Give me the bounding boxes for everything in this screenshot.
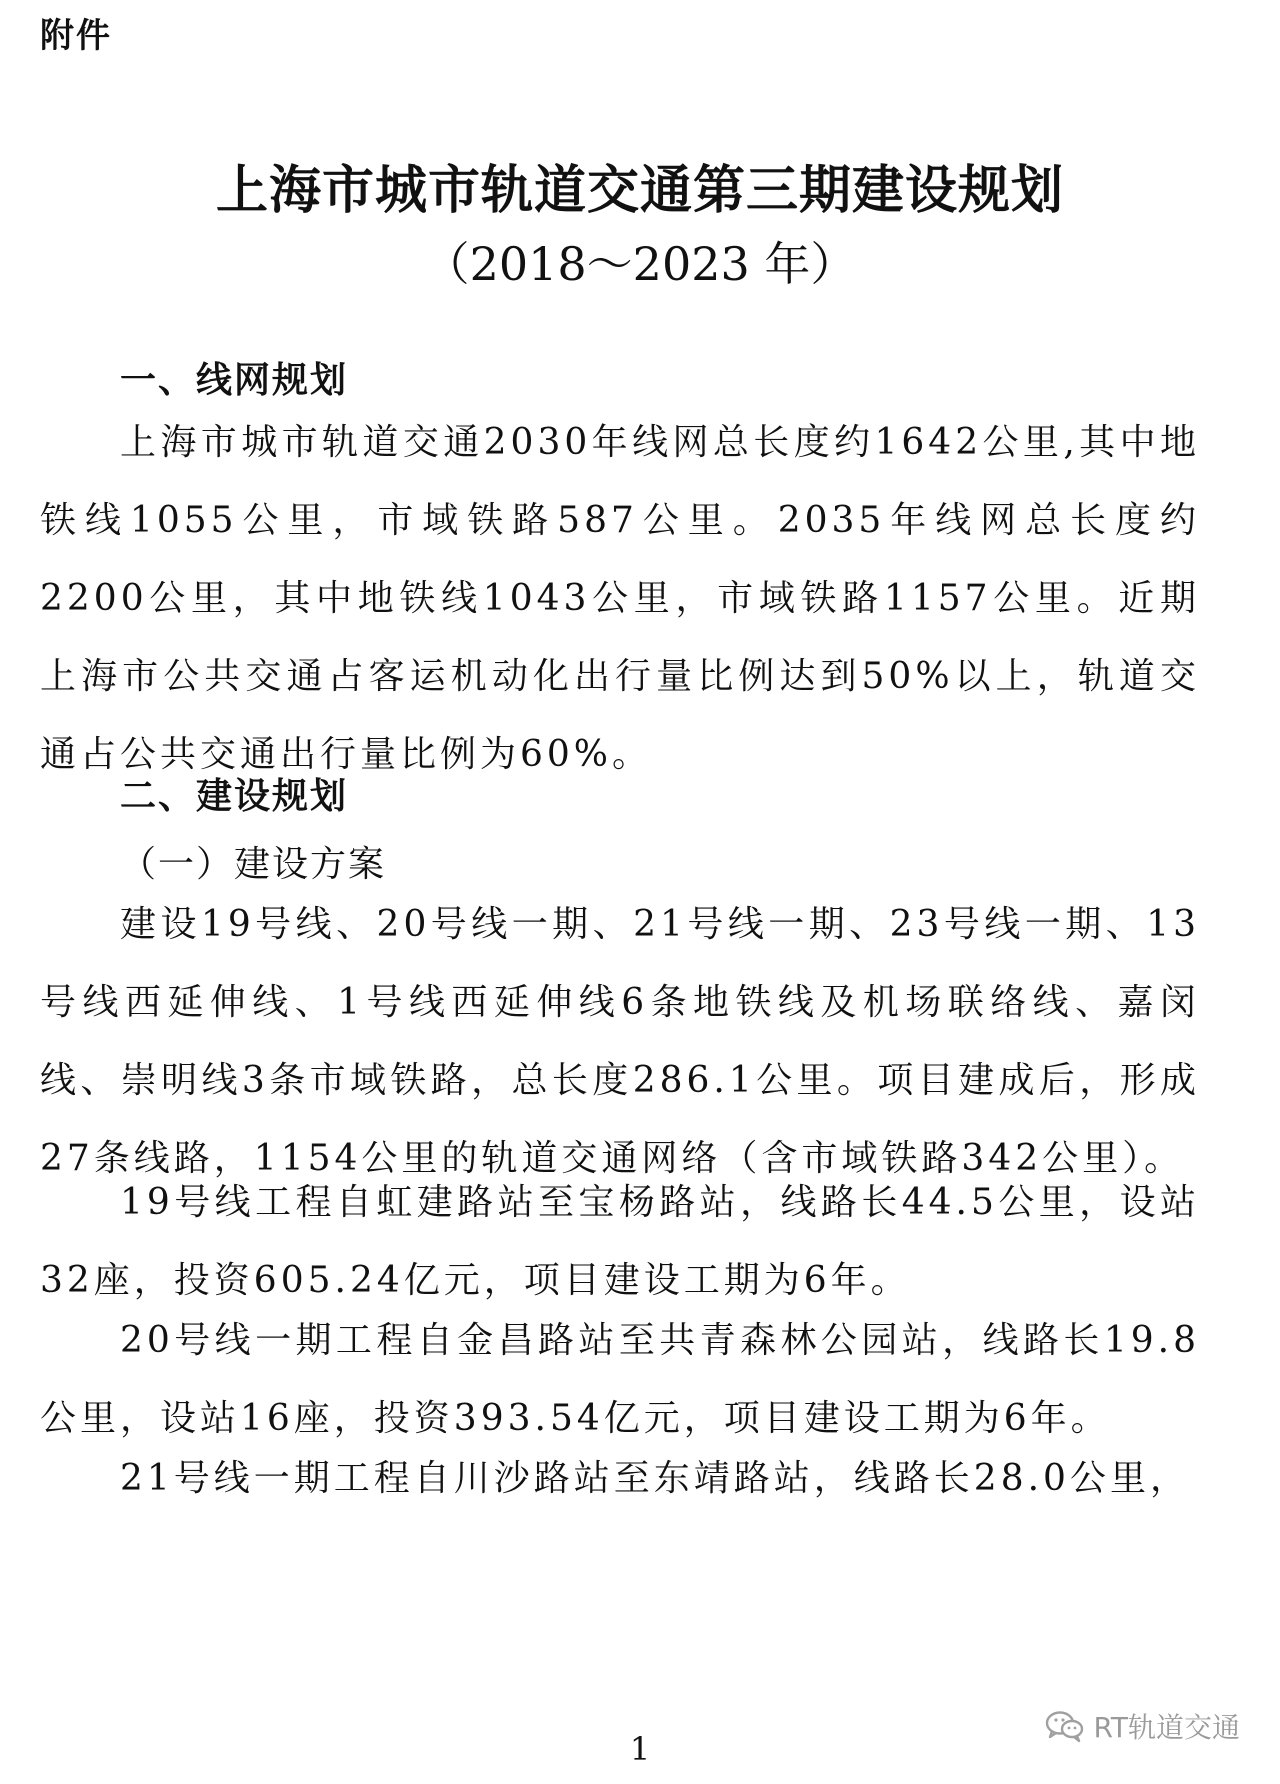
line21-paragraph: 21号线一期工程自川沙路站至东靖路站，线路长28.0公里， [120,1458,1190,1499]
document-subtitle: （2018～2023 年） [423,237,857,291]
line19-paragraph: 19号线工程自虹建路站至宝杨路站，线路长44.5公里，设站32座，投资605.24亿元，项目建设工期为6年。 [40,1182,1200,1301]
network-paragraph: 上海市城市轨道交通2030年线网总长度约1642公里,其中地铁线1055公里，市域铁路587公里。2035年线网总长度约2200公里，其中地铁线1043公里，市域铁路1157公里。近期上海市公共交通占客运机动化出行量比例达到50%以上，轨道交通占公共交通出行量比例为60%。 [40,422,1200,775]
wechat-icon [1045,1709,1085,1743]
attachment-label: 附件 [40,16,112,56]
page-number: 1 [629,1730,651,1768]
document-title: 上海市城市轨道交通第三期建设规划 [215,160,1064,221]
plan-paragraph: 建设19号线、20号线一期、21号线一期、23号线一期、13号线西延伸线、1号线西延伸线6条地铁线及机场联络线、嘉闵线、崇明线3条市域铁路，总长度286.1公里。项目建成后，形成27条线路，1154公里的轨道交通网络（含市域铁路342公里）。 [40,904,1200,1179]
watermark [1045,1706,1240,1746]
section-heading-network: 一、线网规划 [120,360,349,401]
line20-paragraph: 20号线一期工程自金昌路站至共青森林公园站，线路长19.8公里，设站16座，投资393.54亿元，项目建设工期为6年。 [40,1320,1200,1439]
plan-subheading: （一）建设方案 [120,844,387,885]
section-heading-construction: 二、建设规划 [120,776,349,817]
watermark-text: RT轨道交通 [1093,1711,1240,1744]
